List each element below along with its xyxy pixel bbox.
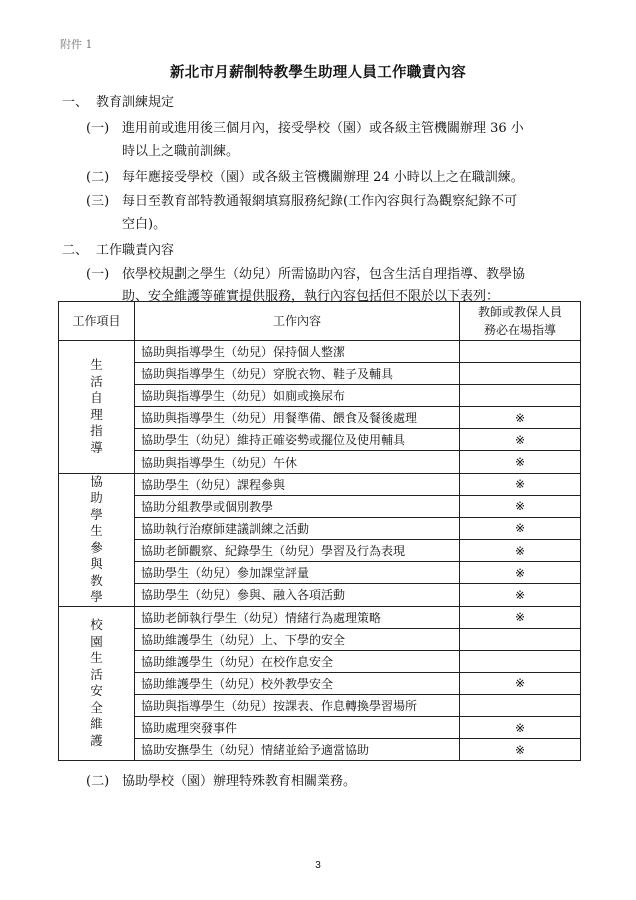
section1-item3-number: (三) <box>86 194 110 209</box>
header-content: 工作內容 <box>135 302 460 341</box>
table-header-row <box>59 302 581 341</box>
table-row <box>59 385 581 407</box>
category-cell <box>59 341 135 474</box>
section1-item1-line1: 進用前或進用後三個月內，接受學校（園）或各級主管機關辦理 36 小 <box>122 121 524 136</box>
section1-item1-number: (一) <box>86 121 110 136</box>
document-title: 新北市月薪制特教學生助理人員工作職責內容 <box>170 64 466 81</box>
task-cell: 協助老師觀察、紀錄學生（幼兒）學習及行為表現 <box>135 540 460 562</box>
attachment-label: 附件 1 <box>60 38 93 51</box>
task-cell: 協助安撫學生（幼兒）情緒並給予適當協助 <box>135 739 460 761</box>
task-cell: 協助學生（幼兒）課程參與 <box>135 473 460 495</box>
task-cell: 協助維護學生（幼兒）在校作息安全 <box>135 650 460 672</box>
section1-number: 一、 <box>62 95 89 110</box>
task-cell: 協助與指導學生（幼兒）保持個人整潔 <box>135 341 460 363</box>
task-cell: 協助分組教學或個別教學 <box>135 495 460 517</box>
supervision-mark: ※ <box>460 473 581 495</box>
section1-item3-line2: 空白)。 <box>122 217 167 232</box>
supervision-mark: ※ <box>460 562 581 584</box>
task-cell: 協助維護學生（幼兒）校外教學安全 <box>135 672 460 694</box>
supervision-mark: ※ <box>460 606 581 628</box>
table-row <box>59 584 581 606</box>
header-supervision <box>460 302 581 341</box>
duties-table <box>58 301 581 761</box>
task-cell: 協助學生（幼兒）參與、融入各項活動 <box>135 584 460 606</box>
supervision-mark <box>460 385 581 407</box>
table-row <box>59 363 581 385</box>
section2-item2-number: (二) <box>86 774 110 789</box>
supervision-mark <box>460 363 581 385</box>
supervision-mark: ※ <box>460 407 581 429</box>
table-row <box>59 451 581 473</box>
supervision-mark: ※ <box>460 717 581 739</box>
section2-item1-line2: 助、安全維護等確實提供服務，執行內容包括但不限於以下表列： <box>122 289 500 304</box>
page-number: 3 <box>315 860 321 871</box>
task-cell: 協助學生（幼兒）參加課堂評量 <box>135 562 460 584</box>
table-row <box>59 341 581 363</box>
task-cell: 協助與指導學生（幼兒）按課表、作息轉換學習場所 <box>135 694 460 716</box>
category-label: 校園生活安全維護 <box>90 617 103 748</box>
header-category: 工作項目 <box>59 302 135 341</box>
category-cell <box>59 606 135 761</box>
section1-item2-line1: 每年應接受學校（園）或各級主管機關辦理 24 小時以上之在職訓練。 <box>122 170 524 185</box>
table-row <box>59 672 581 694</box>
supervision-mark: ※ <box>460 429 581 451</box>
header-supervision-line2: 務必在場指導 <box>483 323 556 337</box>
task-cell: 協助處理突發事件 <box>135 717 460 739</box>
category-label: 生活自理指導 <box>90 357 103 455</box>
table-row <box>59 717 581 739</box>
supervision-mark <box>460 341 581 363</box>
section2-item1-line1: 依學校規劃之學生（幼兒）所需協助內容，包含生活自理指導、教學協 <box>122 267 526 282</box>
section2-heading: 工作職責內容 <box>96 243 175 258</box>
section2-item2-line1: 協助學校（園）辦理特殊教育相關業務。 <box>122 774 357 789</box>
supervision-mark: ※ <box>460 517 581 539</box>
supervision-mark <box>460 694 581 716</box>
section1-heading: 教育訓練規定 <box>96 95 175 110</box>
supervision-mark: ※ <box>460 739 581 761</box>
table-row <box>59 429 581 451</box>
task-cell: 協助執行治療師建議訓練之活動 <box>135 517 460 539</box>
task-cell: 協助老師執行學生（幼兒）情緒行為處理策略 <box>135 606 460 628</box>
table-row <box>59 628 581 650</box>
task-cell: 協助與指導學生（幼兒）用餐準備、餵食及餐後處理 <box>135 407 460 429</box>
task-cell: 協助與指導學生（幼兒）穿脫衣物、鞋子及輔具 <box>135 363 460 385</box>
table-row <box>59 694 581 716</box>
category-label: 協助學生參與教學 <box>90 473 103 605</box>
supervision-mark <box>460 628 581 650</box>
table-row <box>59 540 581 562</box>
supervision-mark <box>460 650 581 672</box>
supervision-mark: ※ <box>460 495 581 517</box>
task-cell: 協助與指導學生（幼兒）午休 <box>135 451 460 473</box>
header-supervision-line1: 教師或教保人員 <box>477 305 562 319</box>
table-row <box>59 650 581 672</box>
supervision-mark: ※ <box>460 672 581 694</box>
table-row <box>59 517 581 539</box>
section1-item2-number: (二) <box>86 170 110 185</box>
section1-item1-line2: 時以上之職前訓練。 <box>122 144 240 159</box>
supervision-mark: ※ <box>460 584 581 606</box>
table-row <box>59 606 581 628</box>
table-row <box>59 562 581 584</box>
table-row <box>59 407 581 429</box>
table-row <box>59 739 581 761</box>
section1-item3-line1: 每日至教育部特教通報網填寫服務紀錄(工作內容與行為觀察紀錄不可 <box>122 194 518 209</box>
section2-number: 二、 <box>62 243 89 258</box>
section2-item1-number: (一) <box>86 267 110 282</box>
task-cell: 協助維護學生（幼兒）上、下學的安全 <box>135 628 460 650</box>
table-row <box>59 473 581 495</box>
task-cell: 協助學生（幼兒）維持正確姿勢或擺位及使用輔具 <box>135 429 460 451</box>
supervision-mark: ※ <box>460 451 581 473</box>
task-cell: 協助與指導學生（幼兒）如廁或換尿布 <box>135 385 460 407</box>
table-row <box>59 495 581 517</box>
supervision-mark: ※ <box>460 540 581 562</box>
category-cell <box>59 473 135 606</box>
